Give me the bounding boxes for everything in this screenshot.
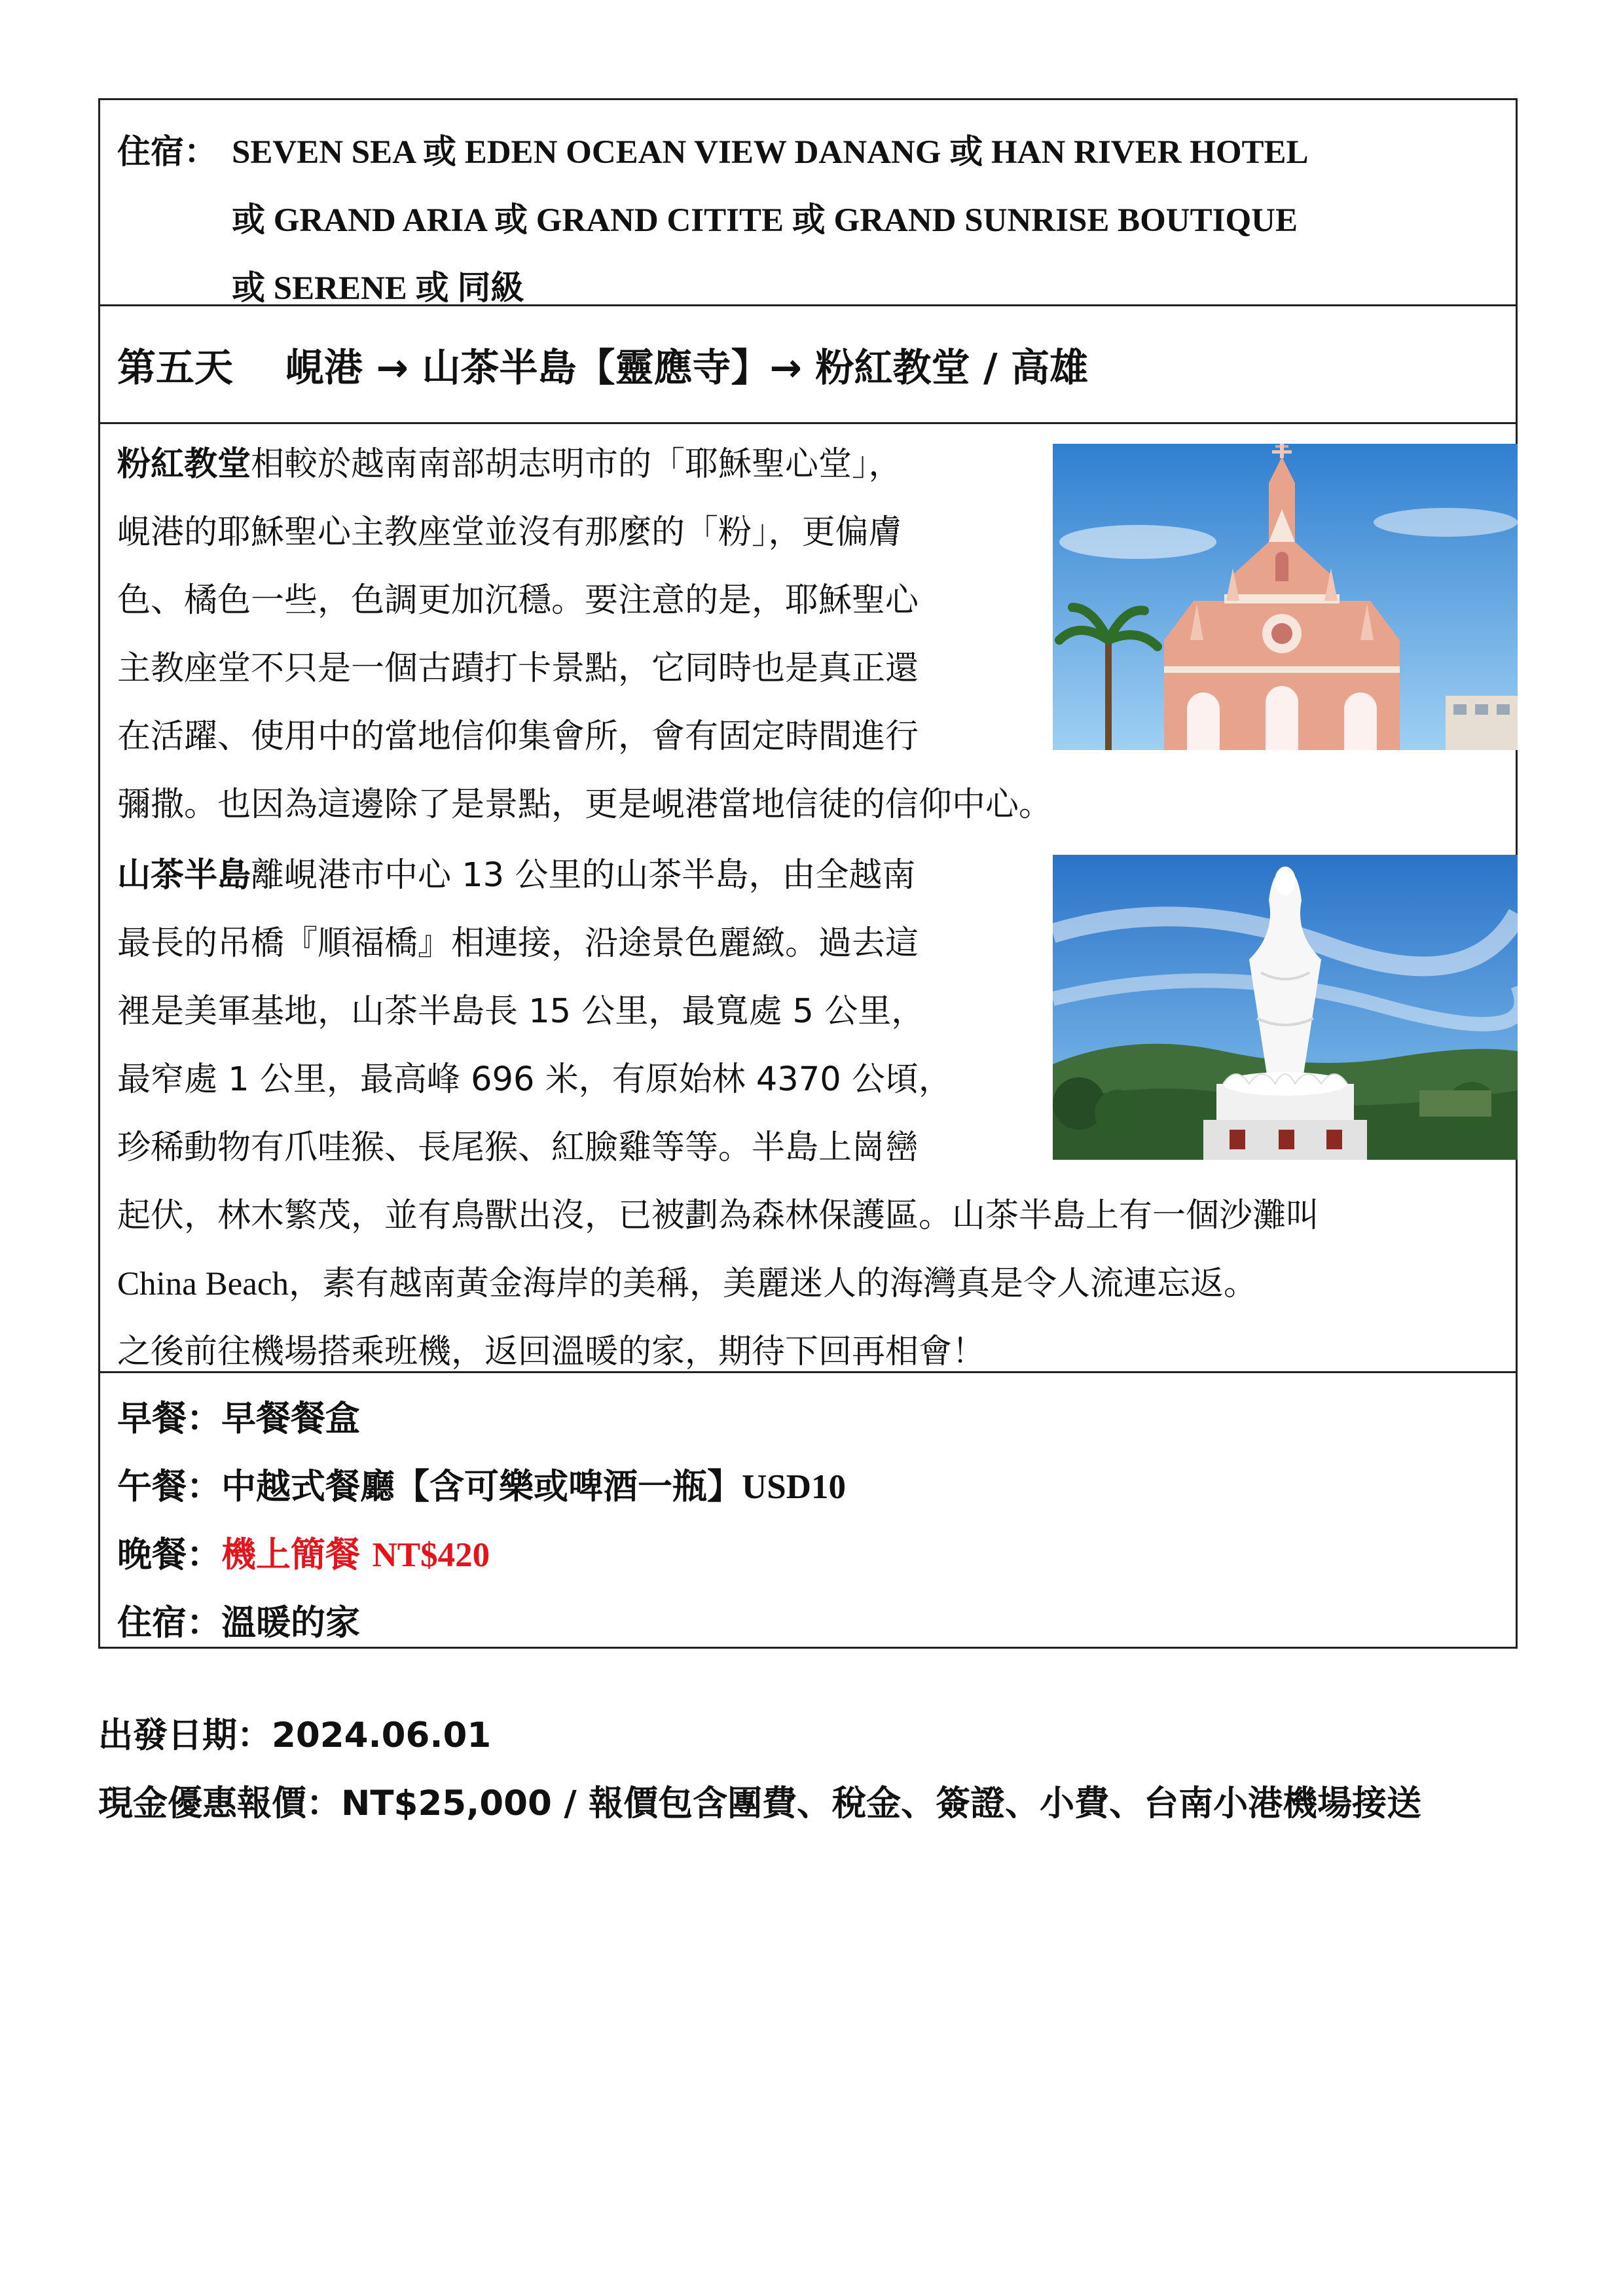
church-line: 主教座堂不只是一個古蹟打卡景點，它同時也是真正還 bbox=[117, 649, 919, 688]
stay-line bbox=[117, 1589, 1516, 1657]
peninsula-line: 最窄處 1 公里，最高峰 696 米，有原始林 4370 公頃， bbox=[117, 1060, 952, 1099]
church-heading: 粉紅教堂 bbox=[117, 445, 251, 484]
church-line: 色、橘色一些，色調更加沉穩。要注意的是，耶穌聖心 bbox=[117, 581, 919, 620]
day-number: 第五天 bbox=[117, 345, 234, 390]
lunch-label: 午餐： bbox=[117, 1467, 221, 1507]
trip-summary bbox=[98, 1702, 1421, 1838]
peninsula-line: 起伏，林木繁茂，並有鳥獸出沒，已被劃為森林保護區。山茶半島上有一個沙灘叫 bbox=[117, 1196, 1320, 1235]
peninsula-line: 珍稀動物有爪哇猴、長尾猴、紅臉雞等等。半島上崗巒 bbox=[117, 1128, 919, 1167]
breakfast-value: 早餐餐盒 bbox=[221, 1399, 360, 1439]
beach-name: China Beach bbox=[117, 1266, 289, 1302]
stay-label: 住宿： bbox=[117, 1603, 221, 1643]
lunch-line bbox=[117, 1453, 1516, 1521]
day-title-row bbox=[100, 306, 1516, 424]
breakfast-line bbox=[117, 1385, 1516, 1453]
dinner-label: 晚餐： bbox=[117, 1535, 221, 1575]
peninsula-line: 離峴港市中心 13 公里的山茶半島，由全越南 bbox=[251, 856, 916, 895]
church-paragraph bbox=[117, 431, 1052, 839]
peninsula-heading: 山茶半島 bbox=[117, 856, 251, 895]
lady-buddha-photo bbox=[1053, 855, 1518, 1160]
lunch-price: USD10 bbox=[742, 1468, 847, 1506]
day-route: 峴港 → 山茶半島【靈應寺】→ 粉紅教堂 / 高雄 bbox=[285, 345, 1089, 390]
pink-church-photo bbox=[1053, 444, 1518, 750]
hotel-options-1: SEVEN SEA 或 EDEN OCEAN VIEW DANANG 或 HAN RIVER HOTEL bbox=[232, 134, 1309, 171]
lunch-value: 中越式餐廳【含可樂或啤酒一瓶】 bbox=[221, 1467, 742, 1507]
peninsula-line: ，素有越南黃金海岸的美稱，美麗迷人的海灣真是令人流連忘返。 bbox=[289, 1265, 1258, 1303]
day-content bbox=[100, 424, 1516, 1373]
hotel-options-3: 或 SERENE 或 同級 bbox=[232, 270, 524, 307]
hotel-line-1 bbox=[117, 118, 1516, 187]
peninsula-line: 裡是美軍基地，山茶半島長 15 公里，最寬處 5 公里， bbox=[117, 992, 925, 1031]
church-line: 相較於越南南部胡志明市的「耶穌聖心堂」， bbox=[251, 445, 902, 484]
church-line: 在活躍、使用中的當地信仰集會所，會有固定時間進行 bbox=[117, 717, 919, 756]
dinner-price: NT$420 bbox=[372, 1536, 490, 1574]
closing-line: 之後前往機場搭乘班機，返回溫暖的家，期待下回再相會！ bbox=[117, 1333, 986, 1371]
hotel-label: 住宿： bbox=[117, 133, 218, 171]
peninsula-line: 最長的吊橋『順福橋』相連接，沿途景色麗緻。過去這 bbox=[117, 924, 919, 963]
church-line: 峴港的耶穌聖心主教座堂並沒有那麼的「粉」，更偏膚 bbox=[117, 513, 902, 552]
breakfast-label: 早餐： bbox=[117, 1399, 221, 1439]
church-line: 彌撒。也因為這邊除了是景點，更是峴港當地信徒的信仰中心。 bbox=[117, 785, 1053, 824]
itinerary-table bbox=[98, 98, 1518, 1649]
meals-row bbox=[100, 1373, 1516, 1647]
dinner-line bbox=[117, 1521, 1516, 1589]
stay-value: 溫暖的家 bbox=[221, 1603, 360, 1643]
hotel-options-2: 或 GRAND ARIA 或 GRAND CITITE 或 GRAND SUNRISE BOUTIQUE bbox=[232, 202, 1298, 239]
hotel-row bbox=[100, 100, 1516, 306]
price-info: 現金優惠報價：NT$25,000 / 報價包含團費、稅金、簽證、小費、台南小港機場接送 bbox=[98, 1784, 1422, 1823]
departure-date: 出發日期：2024.06.01 bbox=[98, 1715, 492, 1755]
dinner-value: 機上簡餐 bbox=[221, 1535, 360, 1575]
